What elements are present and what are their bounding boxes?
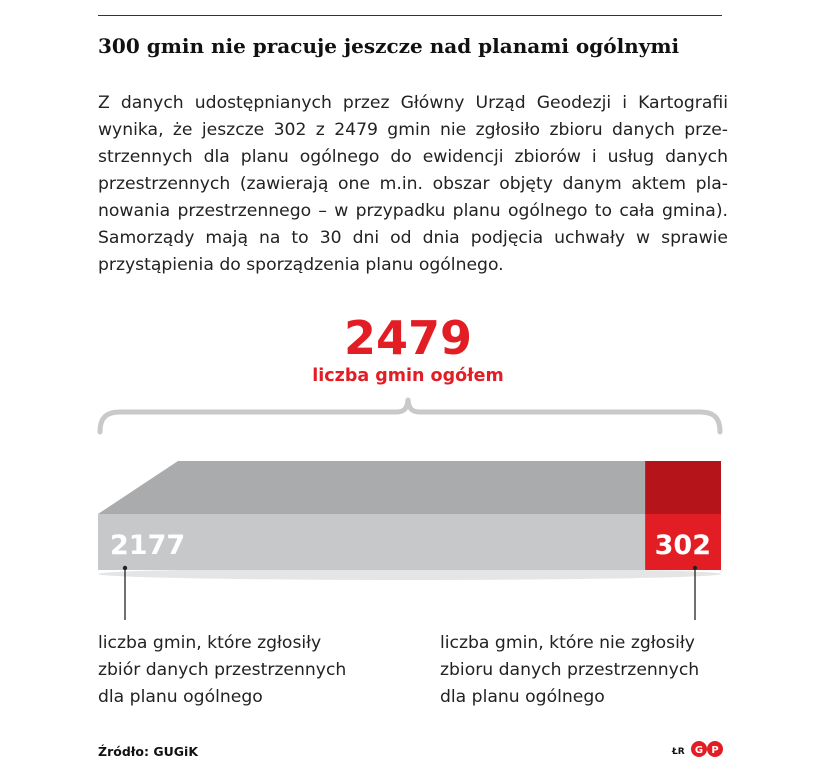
author-credit: ŁR [672, 747, 685, 757]
source-label: Źródło: [98, 744, 149, 759]
body-text: Z danych udostępnianych przez Główny Urząd Geodezji i Kartografii wynika, że jeszcze 302 z 2479 gmin nie zgłosiło zbioru danych przestrzennych dla planu ogólnego do ewidencji zbiorów i usług danych przestrzennych (zawierają one m.in. obszar objęty danym aktem planowania przestrzennego – w przypadku planu ogólnego to cała gmina). Samorządy mają na to 30 dni od dnia podjęcia uchwały w sprawie przystąpienia do sporządzenia planu ogólnego. [98, 93, 728, 275]
source-value: GUGiK [153, 744, 199, 759]
bar-top-reported [98, 461, 645, 514]
chart-title: 300 gmin nie pracuje jeszcze nad planami ogólnymi [98, 34, 680, 58]
svg-text:G: G [694, 745, 704, 756]
bar-top-not-reported [645, 461, 721, 514]
svg-text:P: P [711, 745, 719, 756]
caption-reported: liczba gmin, które zgłosiły zbiór danych przestrzennych dla planu ogólnego [98, 633, 347, 707]
leader-dot-not-reported [693, 566, 697, 570]
gp-logo-icon [690, 739, 724, 759]
caption-not-reported: liczba gmin, które nie zgłosiły zbioru danych przestrzennych dla planu ogólnego [440, 633, 700, 707]
source [98, 744, 198, 759]
leader-dot-reported [123, 566, 127, 570]
total-label: liczba gmin ogółem [312, 366, 504, 386]
total-brace [100, 400, 720, 432]
bar-label-not-reported: 302 [654, 530, 711, 561]
bar-label-reported: 2177 [110, 530, 186, 561]
total-value: 2479 [343, 311, 473, 365]
